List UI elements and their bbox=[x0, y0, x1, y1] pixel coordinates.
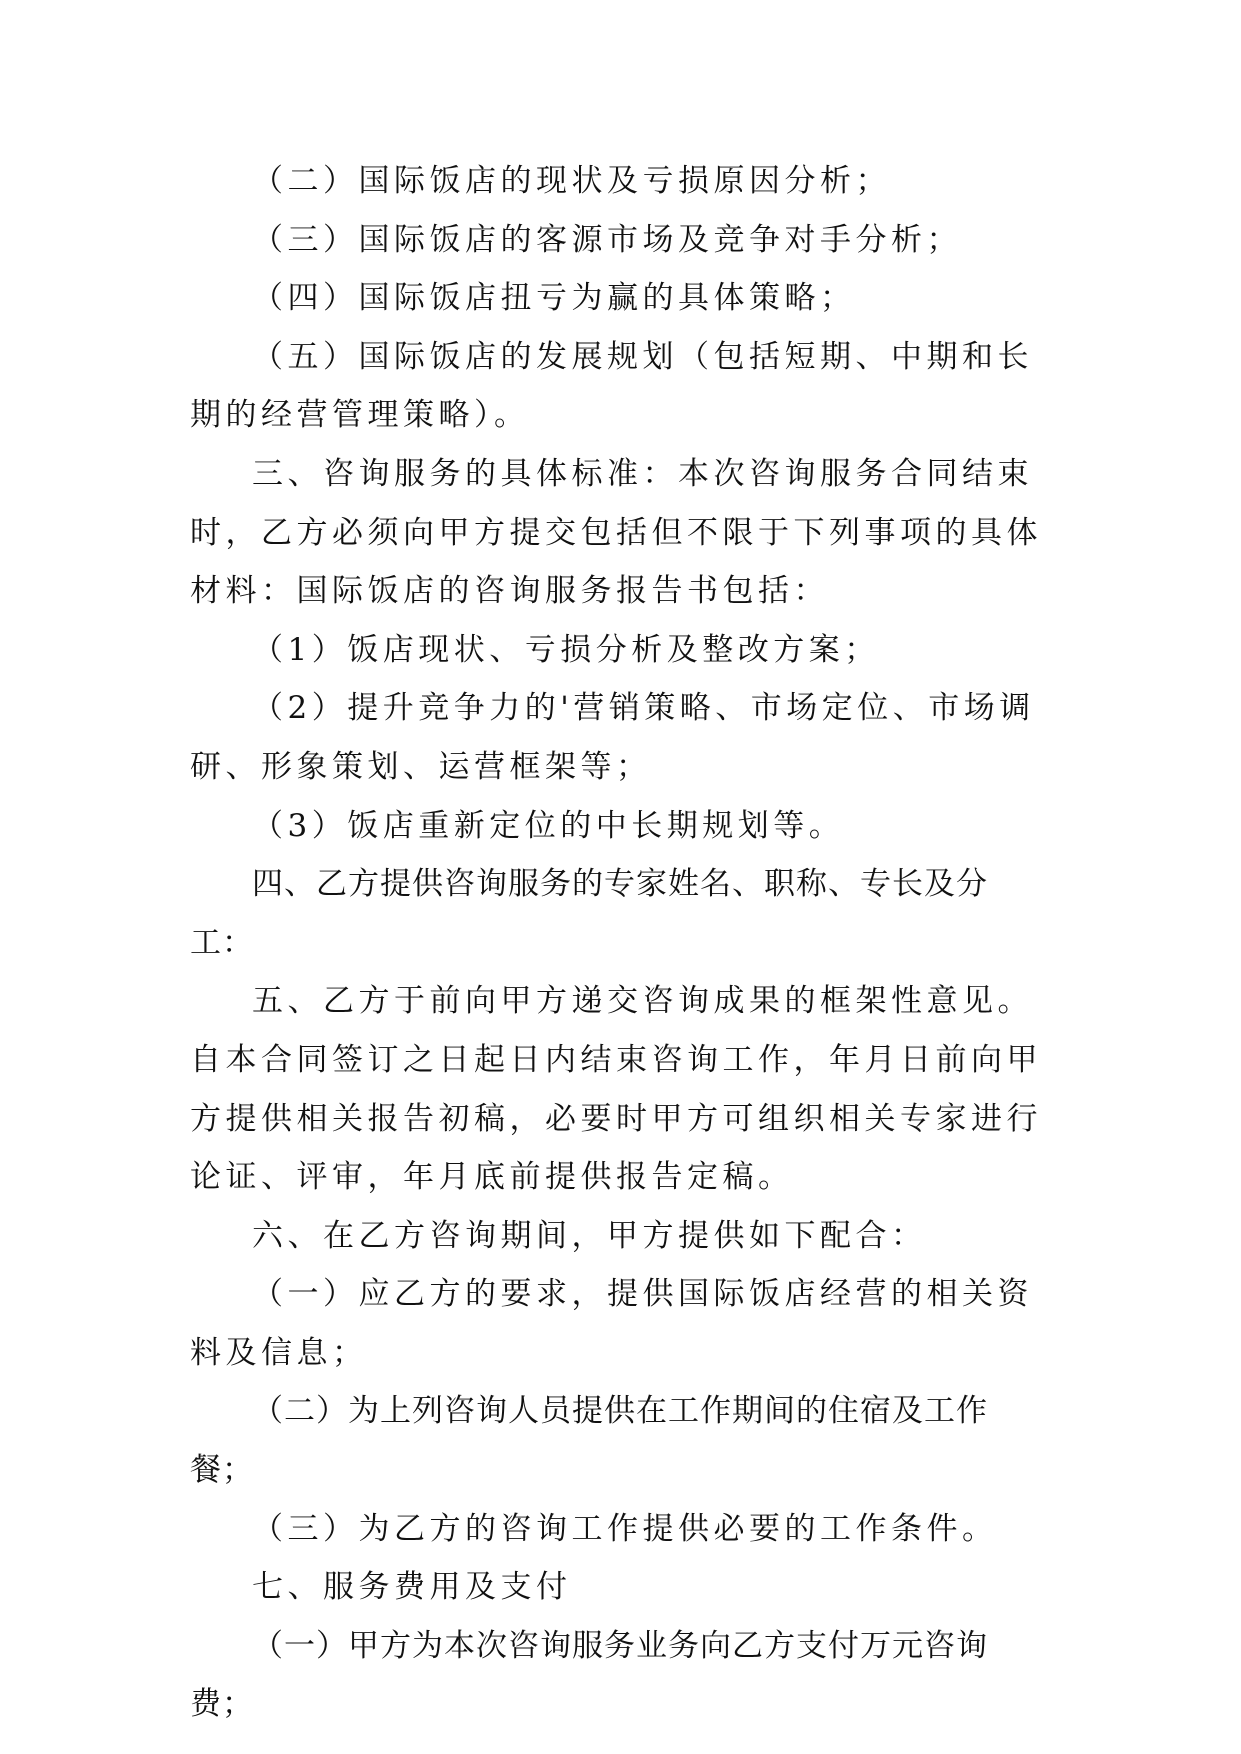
paragraph-cooperation-item-3: （三）为乙方的咨询工作提供必要的工作条件。 bbox=[252, 1510, 998, 1547]
paragraph-section-7-fees: 七、服务费用及支付 bbox=[252, 1569, 572, 1606]
paragraph-section-4-experts: 四、乙方提供咨询服务的专家姓名、职称、专长及分工： bbox=[190, 866, 988, 961]
paragraph-item-3-market-analysis: （三）国际饭店的客源市场及竞争对手分析； bbox=[252, 221, 962, 258]
paragraph-section-6-cooperation: 六、在乙方咨询期间，甲方提供如下配合： bbox=[252, 1217, 927, 1254]
paragraph-report-item-2: （2）提升竞争力的'营销策略、市场定位、市场调研、形象策划、运营框架等； bbox=[190, 690, 1035, 785]
paragraph-report-item-1: （1）饭店现状、亏损分析及整改方案； bbox=[252, 631, 880, 668]
paragraph-item-2-current-status: （二）国际饭店的现状及亏损原因分析； bbox=[252, 163, 891, 199]
paragraph-fee-item-1: （一）甲方为本次咨询服务业务向乙方支付万元咨询费； bbox=[190, 1627, 988, 1723]
paragraph-cooperation-item-2: （二）为上列咨询人员提供在工作期间的住宿及工作餐； bbox=[190, 1393, 988, 1489]
paragraph-item-5-development-plan: （五）国际饭店的发展规划（包括短期、中期和长期的经营管理策略）。 bbox=[190, 338, 1033, 434]
paragraph-section-3-service-standard: 三、咨询服务的具体标准：本次咨询服务合同结束时，乙方必须向甲方提交包括但不限于下列事项的具体材料：国际饭店的咨询服务报告书包括： bbox=[190, 455, 1042, 610]
paragraph-cooperation-item-1: （一）应乙方的要求，提供国际饭店经营的相关资料及信息； bbox=[190, 1276, 1033, 1371]
paragraph-report-item-3: （3）饭店重新定位的中长期规划等。 bbox=[252, 807, 845, 844]
paragraph-item-4-turnaround-strategy: （四）国际饭店扭亏为赢的具体策略； bbox=[252, 280, 856, 317]
paragraph-section-5-schedule: 五、乙方于前向甲方递交咨询成果的框架性意见。自本合同签订之日起日内结束咨询工作，年月日前向甲方提供相关报告初稿，必要时甲方可组织相关专家进行论证、评审，年月底前提供报告定稿。 bbox=[190, 983, 1042, 1196]
document-body bbox=[190, 152, 1050, 1734]
